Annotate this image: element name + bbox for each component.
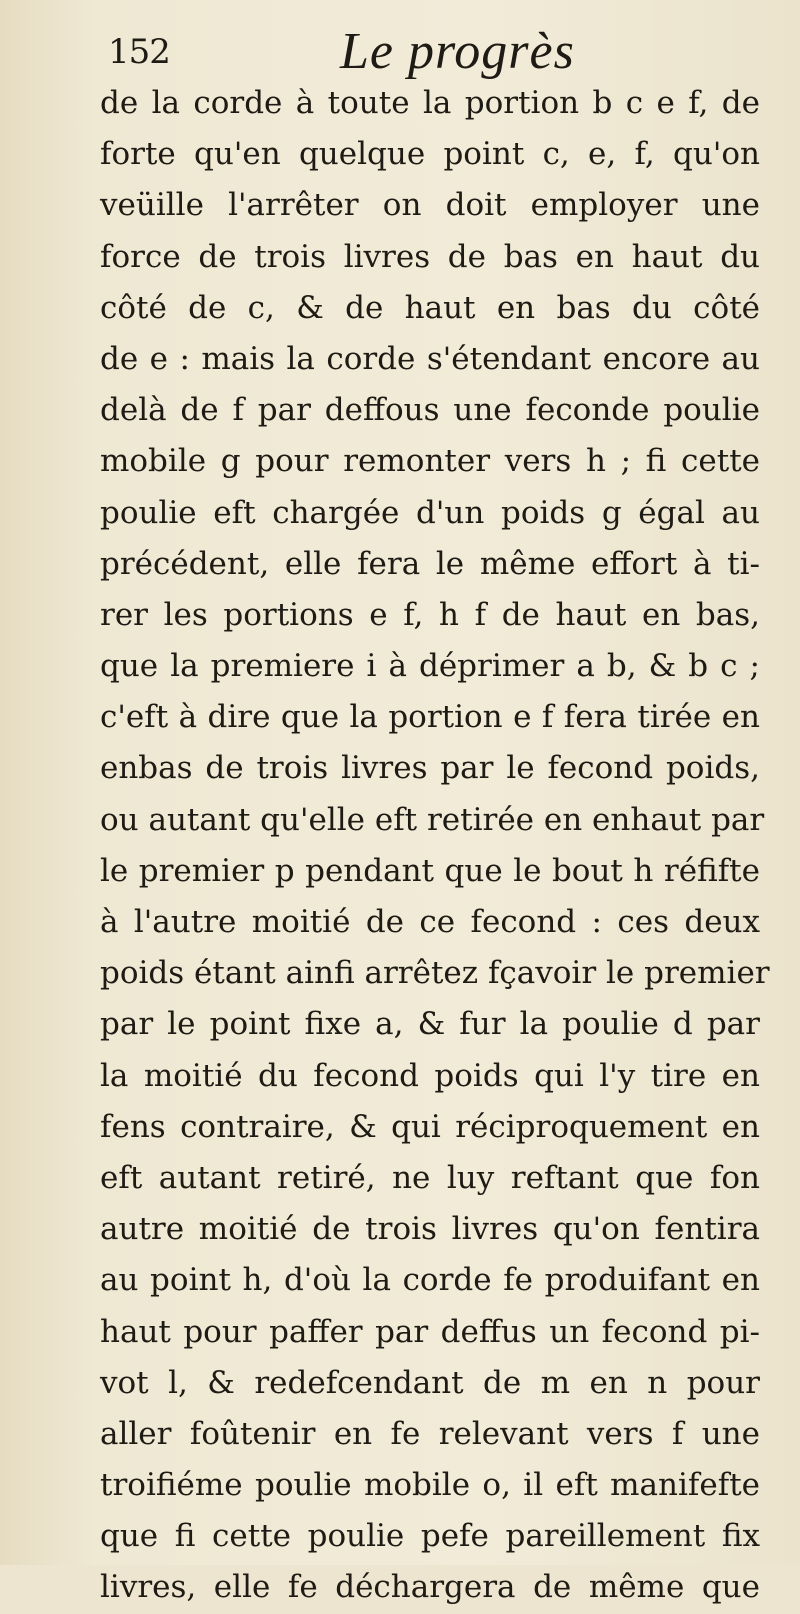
text-line: la moitié du fecond poids qui l'y tire en xyxy=(100,1057,760,1094)
text-line: enbas de trois livres par le fecond poids, xyxy=(100,750,760,787)
text-line: autre moitié de trois livres qu'on fentira xyxy=(100,1211,760,1248)
text-line: ou autant qu'elle eft retirée en enhaut par xyxy=(100,801,765,838)
text-line: force de trois livres de bas en haut du xyxy=(100,238,760,275)
text-line: que la premiere i à déprimer a b, & b c ; xyxy=(100,648,760,685)
page-number: 152 xyxy=(108,32,170,72)
text-line: rer les portions e f, h f de haut en bas, xyxy=(100,596,760,633)
text-line: à l'autre moitié de ce fecond : ces deux xyxy=(100,904,760,940)
text-line: troifiéme poulie mobile o, il eft manifefte xyxy=(100,1467,760,1504)
text-line: de la corde à toute la portion b c e f, de xyxy=(100,85,760,121)
text-line: c'eft à dire que la portion e f fera tirée en xyxy=(100,699,760,736)
page-header xyxy=(0,22,800,82)
text-line: haut pour paffer par deffus un fecond pi- xyxy=(100,1313,760,1350)
text-line: forte qu'en quelque point c, e, f, qu'on xyxy=(100,136,760,173)
text-line: de e : mais la corde s'étendant encore au xyxy=(100,340,760,377)
text-line: eft autant retiré, ne luy reftant que fon xyxy=(100,1159,760,1196)
text-line: livres, elle fe déchargera de même que xyxy=(100,1569,760,1606)
text-line: mobile g pour remonter vers h ; fi cette xyxy=(100,443,760,480)
text-line: vot l, & redefcendant de m en n pour xyxy=(100,1364,760,1401)
running-title: Le progrès xyxy=(340,23,575,80)
text-line: précédent, elle fera le même effort à ti- xyxy=(100,545,760,582)
text-line: aller foûtenir en fe relevant vers f une xyxy=(100,1415,760,1452)
text-line: que fi cette poulie pefe pareillement fix xyxy=(100,1518,760,1555)
text-line: fens contraire, & qui réciproquement en xyxy=(100,1108,760,1145)
text-line: veüille l'arrêter on doit employer une xyxy=(100,187,760,224)
text-line: delà de f par deffous une feconde poulie xyxy=(100,392,760,429)
text-line: par le point fixe a, & fur la poulie d par xyxy=(100,1006,760,1043)
body-text xyxy=(100,78,770,1614)
text-line: au point h, d'où la corde fe produifant en xyxy=(100,1262,760,1299)
text-line: poids étant ainfi arrêtez fçavoir le premier xyxy=(100,955,770,992)
text-line: le premier p pendant que le bout h réfifte xyxy=(100,852,760,889)
text-line: côté de c, & de haut en bas du côté xyxy=(100,289,760,326)
text-line: poulie eft chargée d'un poids g égal au xyxy=(100,494,760,531)
